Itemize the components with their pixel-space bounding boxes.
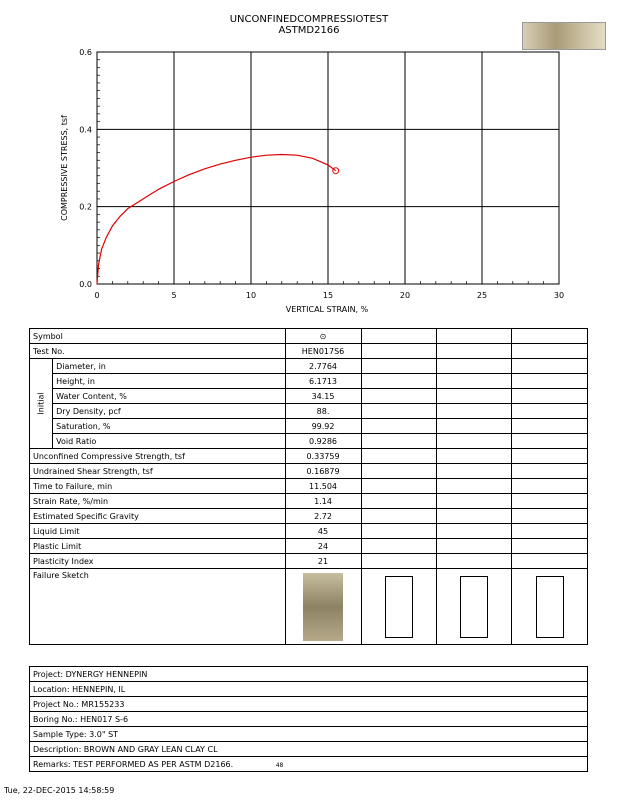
table-row — [30, 569, 588, 645]
table-row — [30, 464, 588, 479]
properties-table — [29, 328, 588, 645]
symbol-value: ⊙ — [285, 329, 361, 344]
row-label: Estimated Specific Gravity — [30, 509, 286, 524]
table-row — [30, 667, 588, 682]
description: Description: BROWN AND GRAY LEAN CLAY CL — [30, 742, 588, 757]
stress-strain-line — [97, 155, 336, 285]
row-label: Water Content, % — [53, 389, 285, 404]
row-label: Time to Failure, min — [30, 479, 286, 494]
row-value: 45 — [285, 524, 361, 539]
remarks — [30, 757, 588, 772]
row-label: Liquid Limit — [30, 524, 286, 539]
row-value: 0.16879 — [285, 464, 361, 479]
test-value: HEN017S6 — [285, 344, 361, 359]
failure-sketch-photo — [303, 573, 343, 641]
initial-label: Initial — [36, 392, 46, 415]
y-tick-label: 0.0 — [79, 280, 92, 289]
y-tick-label: 0.4 — [79, 125, 92, 135]
table-row — [30, 329, 588, 344]
table-row — [30, 554, 588, 569]
row-label: Strain Rate, %/min — [30, 494, 286, 509]
row-value: 0.33759 — [285, 449, 361, 464]
test-label: Test No. — [30, 344, 286, 359]
table-row — [30, 524, 588, 539]
chart-series — [97, 155, 339, 285]
table-row — [30, 712, 588, 727]
table-row — [30, 344, 588, 359]
failure-sketch-box — [385, 576, 413, 638]
row-value: 34.15 — [285, 389, 361, 404]
stress-strain-chart — [0, 40, 618, 320]
row-value: 99.92 — [285, 419, 361, 434]
project-info-table — [29, 666, 588, 772]
project-location: Location: HENNEPIN, IL — [30, 682, 588, 697]
initial-group-label — [30, 359, 53, 449]
x-tick-label: 15 — [322, 291, 334, 300]
x-tick-label: 0 — [94, 291, 100, 300]
x-tick-label: 25 — [476, 291, 488, 300]
row-label: Height, in — [53, 374, 285, 389]
row-label: Dry Density, pcf — [53, 404, 285, 419]
table-row — [30, 374, 588, 389]
row-value: 1.14 — [285, 494, 361, 509]
boring-number: Boring No.: HEN017 S-6 — [30, 712, 588, 727]
row-label: Undrained Shear Strength, tsf — [30, 464, 286, 479]
failure-point-marker — [333, 168, 339, 174]
failure-sketch-label: Failure Sketch — [30, 569, 286, 645]
table-row — [30, 494, 588, 509]
row-label: Plastic Limit — [30, 539, 286, 554]
table-row — [30, 742, 588, 757]
title-line-2: ASTMD2166 — [278, 25, 340, 36]
x-axis-label: VERTICAL STRAIN, % — [285, 305, 369, 314]
chart-ticks — [79, 48, 564, 300]
row-label: Void Ratio — [53, 434, 285, 449]
row-label: Unconfined Compressive Strength, tsf — [30, 449, 286, 464]
timestamp: Tue, 22-DEC-2015 14:58:59 — [4, 786, 115, 795]
row-value: 6.1713 — [285, 374, 361, 389]
title-line-1: UNCONFINEDCOMPRESSIOTEST — [229, 14, 389, 25]
table-row — [30, 404, 588, 419]
failure-sketch-box — [536, 576, 564, 638]
x-tick-label: 20 — [399, 291, 411, 300]
y-tick-label: 0.6 — [79, 48, 92, 57]
table-row — [30, 434, 588, 449]
x-tick-label: 10 — [245, 291, 257, 300]
row-label: Plasticity Index — [30, 554, 286, 569]
remarks-mark: 48 — [275, 761, 284, 769]
row-label: Saturation, % — [53, 419, 285, 434]
chart-grid — [97, 52, 559, 284]
table-row — [30, 539, 588, 554]
y-axis-label: COMPRESSIVE STRESS, tsf — [60, 115, 69, 221]
symbol-label: Symbol — [30, 329, 286, 344]
table-row — [30, 727, 588, 742]
project-name: Project: DYNERGY HENNEPIN — [30, 667, 588, 682]
table-row — [30, 479, 588, 494]
row-value: 2.7764 — [285, 359, 361, 374]
failure-sketch-box — [460, 576, 488, 638]
table-row — [30, 389, 588, 404]
y-tick-label: 0.2 — [79, 202, 92, 212]
table-row — [30, 419, 588, 434]
table-row — [30, 359, 588, 374]
row-value: 21 — [285, 554, 361, 569]
row-value: 11.504 — [285, 479, 361, 494]
row-value: 88. — [285, 404, 361, 419]
row-value: 0.9286 — [285, 434, 361, 449]
project-number: Project No.: MR155233 — [30, 697, 588, 712]
table-row — [30, 449, 588, 464]
table-row — [30, 682, 588, 697]
sample-type: Sample Type: 3.0" ST — [30, 727, 588, 742]
x-tick-label: 30 — [553, 291, 565, 300]
table-row — [30, 697, 588, 712]
table-row — [30, 509, 588, 524]
x-tick-label: 5 — [171, 291, 177, 300]
table-row — [30, 757, 588, 772]
row-value: 24 — [285, 539, 361, 554]
row-value: 2.72 — [285, 509, 361, 524]
row-label: Diameter, in — [53, 359, 285, 374]
remarks-text: Remarks: TEST PERFORMED AS PER ASTM D2166. — [33, 759, 234, 769]
